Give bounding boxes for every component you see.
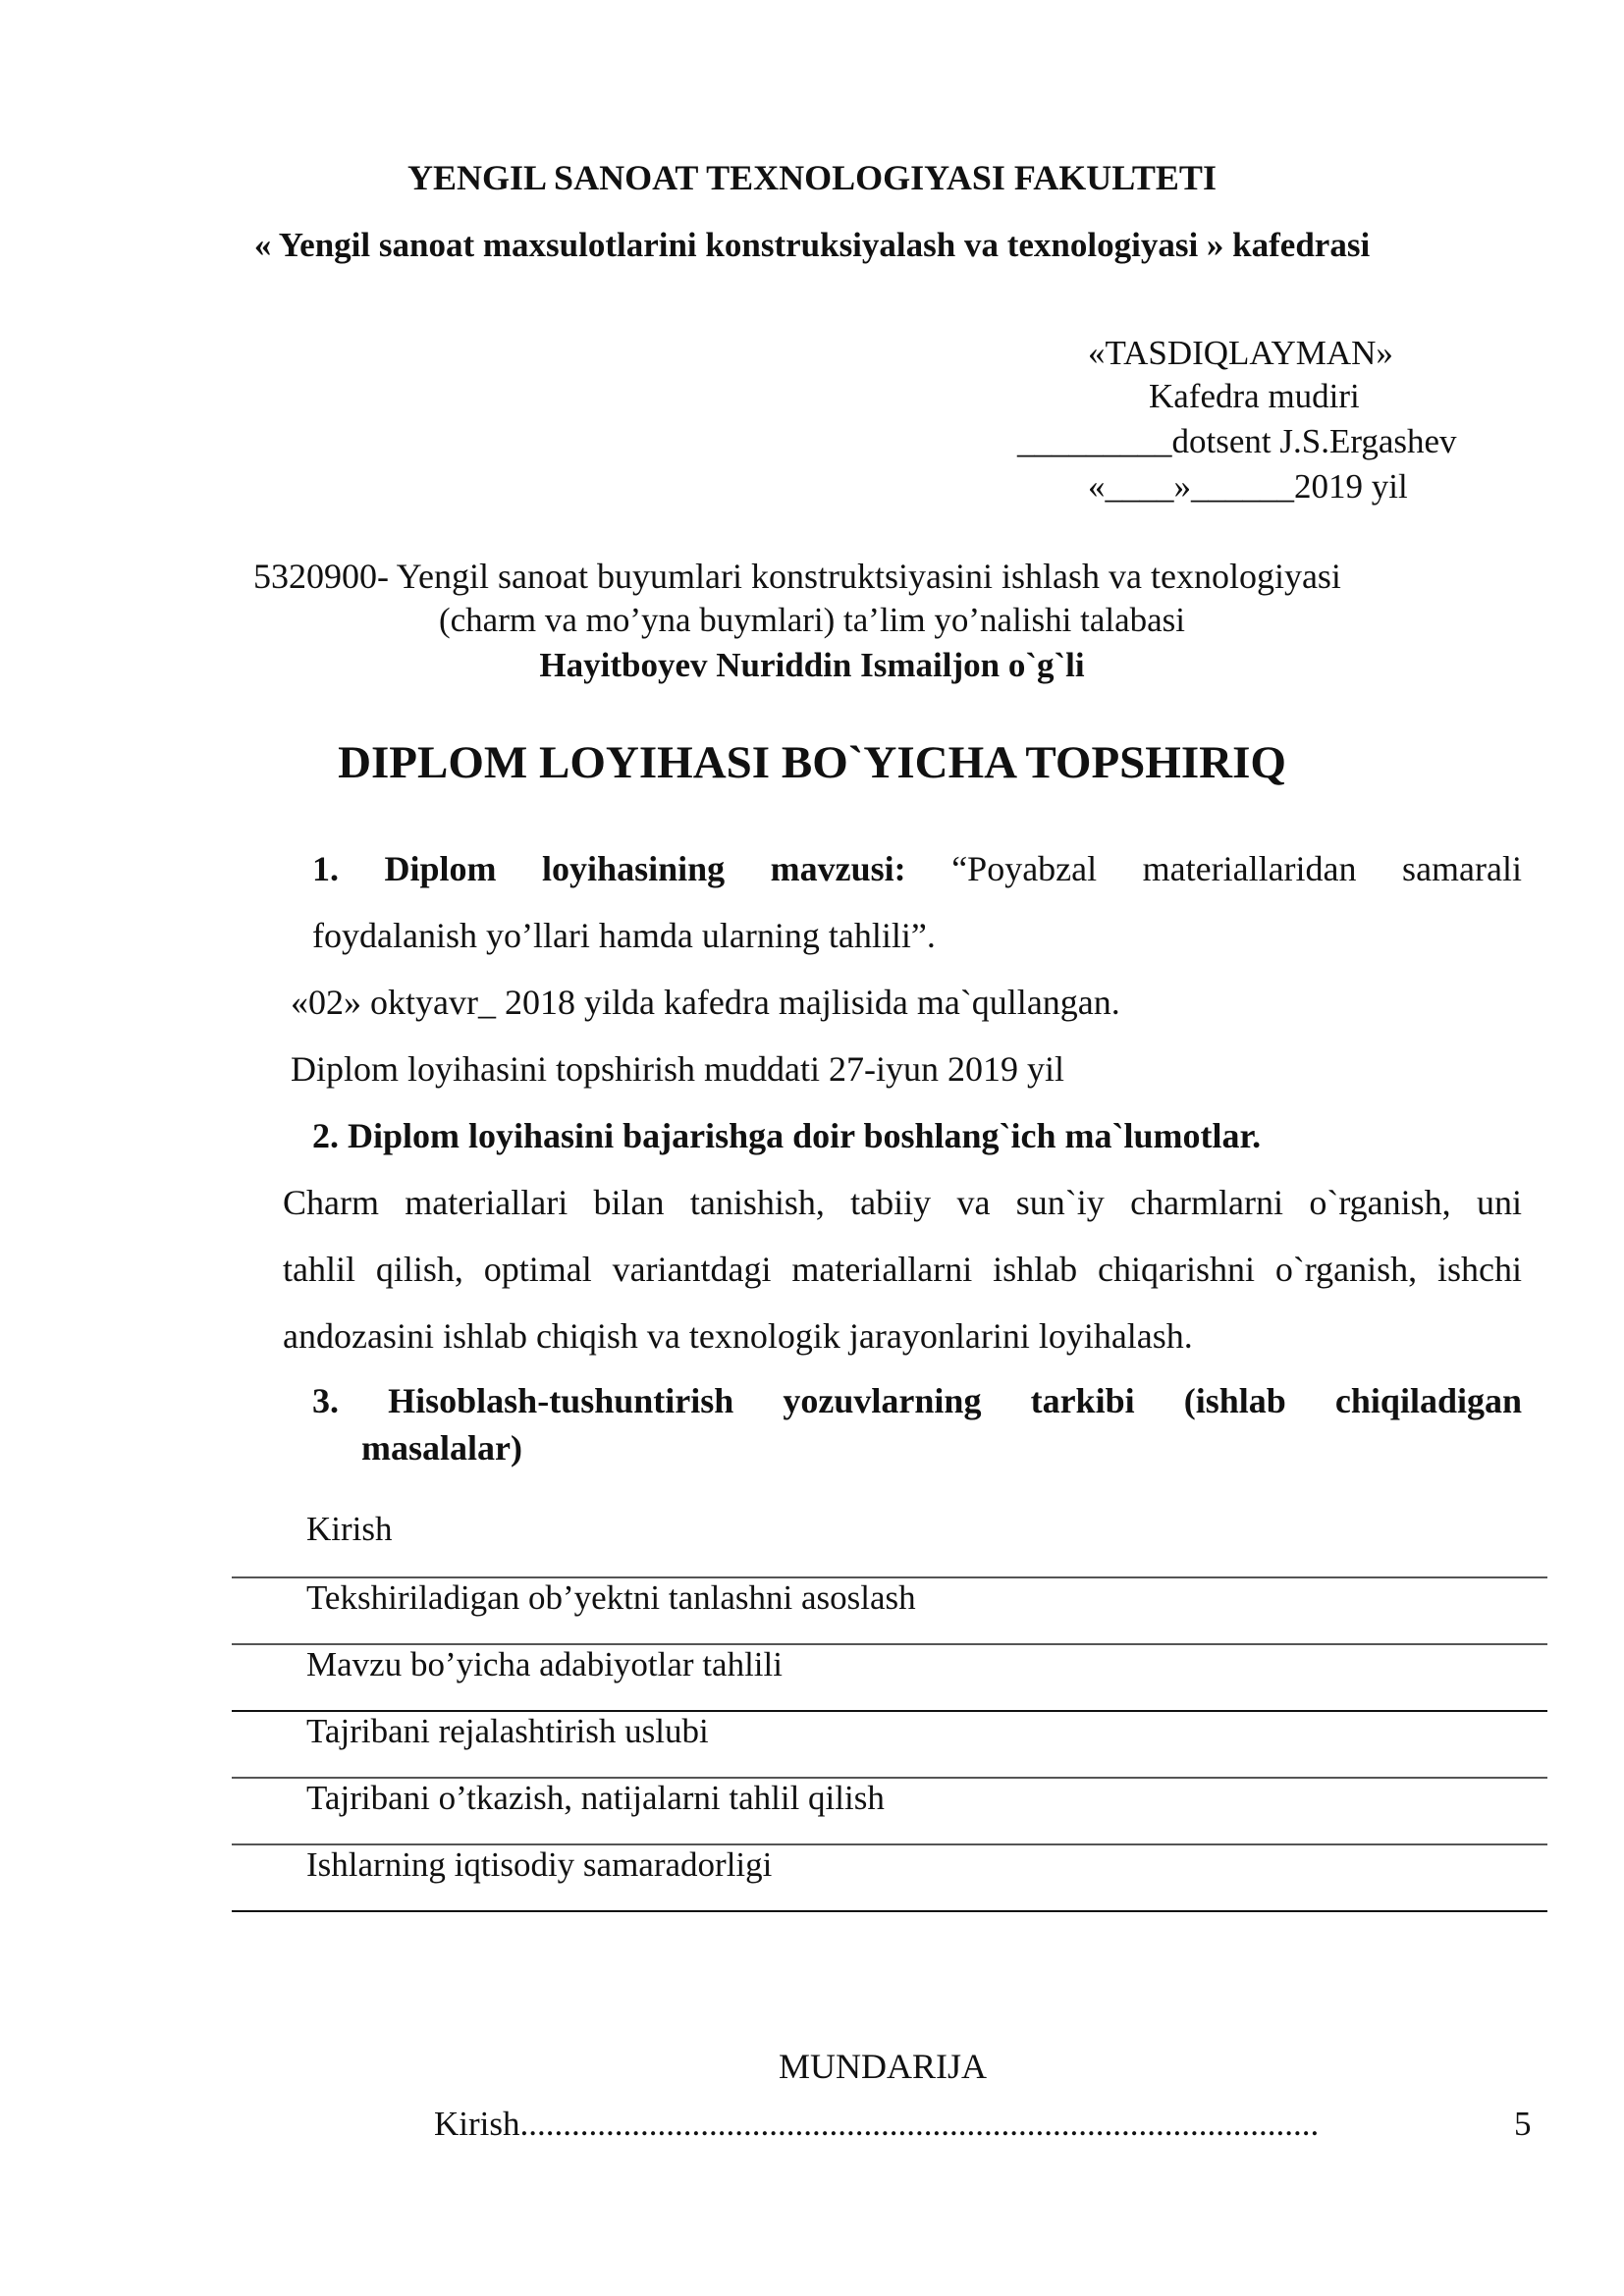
list-item: Ishlarning iqtisodiy samaradorligi [306, 1845, 773, 1884]
main-title: DIPLOM LOYIHASI BO`YICHA TOPSHIRIQ [338, 737, 1286, 788]
contents-entry-label: Kirish............................................................................................. [434, 2105, 1320, 2143]
student-specialty: 5320900- Yengil sanoat buyumlari konstruktsiyasini ishlash va texnologiyasi [253, 557, 1341, 596]
list-item: Tajribani o’tkazish, natijalarni tahlil qilish [306, 1779, 885, 1817]
section1-topic-part2: foydalanish yo’llari hamda ularning tahlili”. [312, 916, 936, 955]
section3-heading-line2: masalalar) [361, 1428, 522, 1468]
approval-title: «TASDIQLAYMAN» [1088, 334, 1393, 372]
section2-line1: Charm materiallari bilan tanishish, tabiiy va sun`iy charmlarni o`rganish, uni [283, 1183, 1522, 1222]
approval-date: «____»______2019 yil [1088, 467, 1408, 506]
list-item: Kirish [306, 1510, 393, 1548]
divider [232, 1910, 1547, 1912]
section2-heading: 2. Diplom loyihasini bajarishga doir boshlang`ich ma`lumotlar. [312, 1116, 1262, 1155]
faculty-title: YENGIL SANOAT TEXNOLOGIYASI FAKULTETI [407, 158, 1217, 197]
list-item: Mavzu bo’yicha adabiyotlar tahlili [306, 1645, 783, 1683]
contents-entry-page: 5 [1514, 2105, 1532, 2143]
department-title: « Yengil sanoat maxsulotlarini konstruksiyalash va texnologiyasi » kafedrasi [253, 226, 1371, 264]
section3-heading-line1: 3. Hisoblash-tushuntirish yozuvlarning tarkibi (ishlab chiqiladigan [312, 1381, 1522, 1420]
section1-line1 [312, 848, 1522, 889]
list-item: Tekshiriladigan ob’yektni tanlashni asoslash [306, 1578, 916, 1617]
list-item: Tajribani rejalashtirish uslubi [306, 1712, 709, 1750]
contents-title: MUNDARIJA [778, 2047, 987, 2086]
approval-position: Kafedra mudiri [1149, 377, 1360, 415]
approval-signature: _________dotsent J.S.Ergashev [1017, 422, 1457, 460]
section2-line2: tahlil qilish, optimal variantdagi materiallarni ishlab chiqarishni o`rganish, ishchi [283, 1250, 1522, 1289]
student-specialty-cont: (charm va mo’yna buymlari) ta’lim yo’nalishi talabasi [438, 601, 1186, 639]
section1-approved: «02» oktyavr_ 2018 yilda kafedra majlisida ma`qullangan. [291, 983, 1120, 1022]
section1-heading: 1. Diplom loyihasining mavzusi: [312, 849, 906, 888]
section1-deadline: Diplom loyihasini topshirish muddati 27-iyun 2019 yil [291, 1049, 1064, 1089]
section2-line3: andozasini ishlab chiqish va texnologik jarayonlarini loyihalash. [283, 1316, 1193, 1356]
section1-topic-part1: “Poyabzal materiallaridan samarali [951, 849, 1522, 888]
student-name: Hayitboyev Nuriddin Ismailjon o`g`li [539, 646, 1085, 684]
